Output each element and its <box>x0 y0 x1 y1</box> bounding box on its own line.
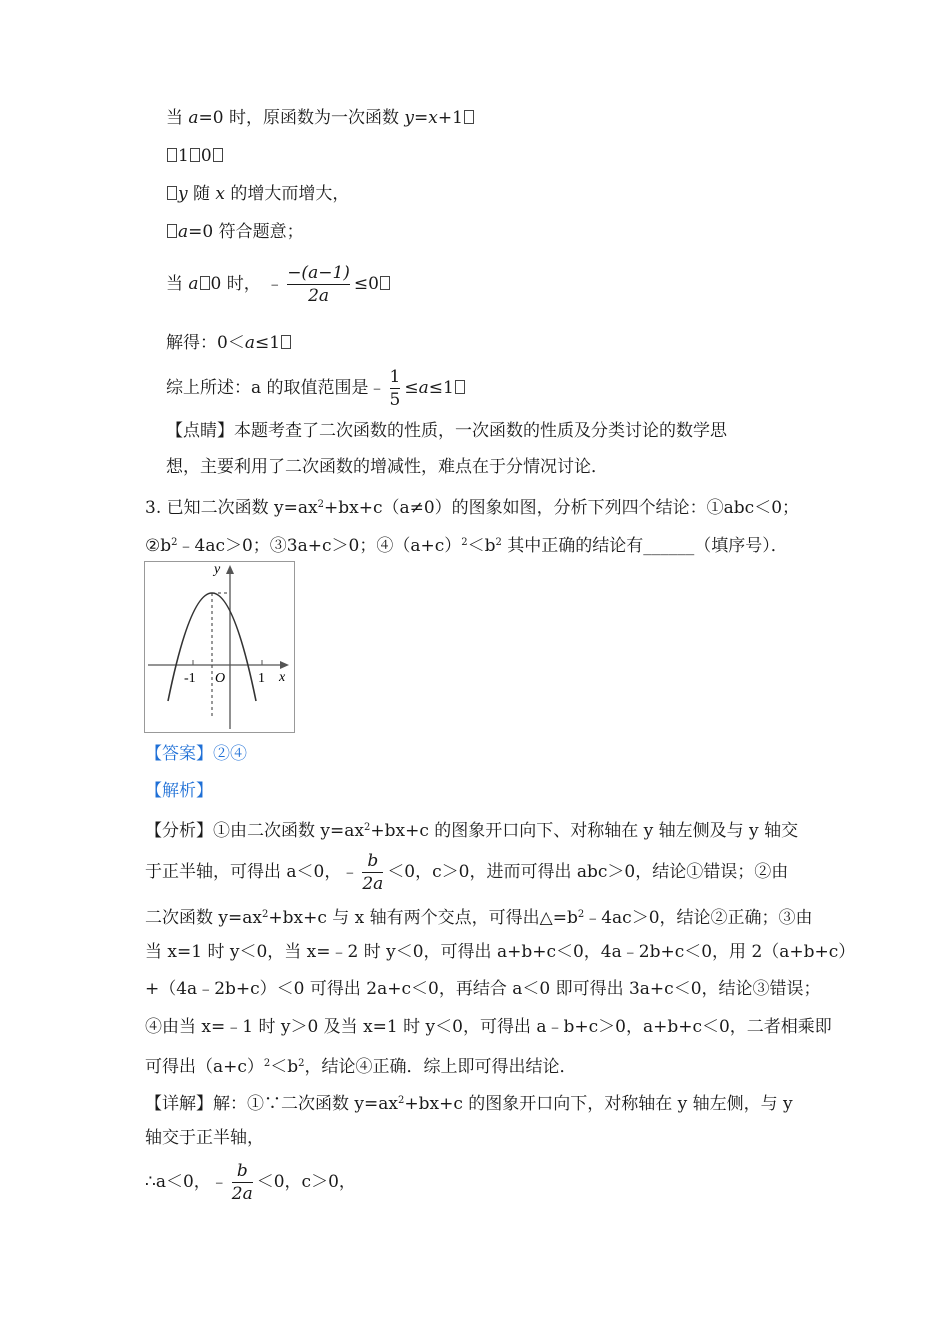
missing-glyph-box <box>190 148 200 162</box>
graph-frame <box>145 562 295 733</box>
line-summary: 综上所述：a 的取值范围是﹣ $\frac{1}{5}$ ≤a≤1 <box>166 360 466 416</box>
pos1-label: 1 <box>258 671 265 686</box>
fenxi-line-4: 当 x=1 时 y＜0，当 x=﹣2 时 y＜0，可得出 a+b+c＜0，4a﹣2b+c＜0，用 2（a+b+c） <box>145 942 856 962</box>
missing-glyph-box <box>281 335 291 349</box>
fenxi-line-5: +（4a﹣2b+c）＜0 可得出 2a+c＜0，再结合 a＜0 即可得出 3a+c＜0，结论③错误； <box>145 979 821 999</box>
line-slope: 1 0 <box>166 145 224 167</box>
question-3-line-1: 3. 已知二次函数 $y=ax^2+bx+c(a\ne 0)$的图象如图，分析下列四个结论：①abc＜0； <box>145 498 800 518</box>
xiangjie-line-1: 【详解】解：①∵二次函数 $y=ax^2+bx+c$ 的图象开口向下，对称轴在 y 轴左侧，与 y <box>145 1094 793 1114</box>
line-increasing: y 随 x 的增大而增大， <box>166 183 349 205</box>
parabola-graph <box>144 561 295 733</box>
dianjing-line-1: 【点睛】本题考查了二次函数的性质，一次函数的性质及分类讨论的数学思 <box>166 421 727 441</box>
x-label: x <box>279 670 286 685</box>
dianjing-line-2: 想，主要利用了二次函数的增减性，难点在于分情况讨论． <box>166 457 608 477</box>
missing-glyph-box <box>455 380 465 394</box>
line-a-zero: 当 a=0 时，原函数为一次函数 y=x+1 <box>166 107 475 129</box>
missing-glyph-box <box>213 148 223 162</box>
fraction: $\frac{b}{2a}$ <box>362 851 384 894</box>
line-a-nonzero: 当 a 0 时， ﹣ $\frac{-(a-1)}{2a}$ ≤0 <box>166 256 391 312</box>
fenxi-line-1: 【分析】①由二次函数 $y=ax^2+bx+c$ 的图象开口向下、对称轴在 y 轴左侧及与 y 轴交 <box>145 821 799 841</box>
fenxi-line-3: 二次函数 $y=ax^2+bx+c$ 与 x 轴有两个交点，可得出$\triangle=b^2﹣4ac>0$，结论②正确；③由 <box>145 908 813 928</box>
neg1-label: -1 <box>184 671 196 686</box>
missing-glyph-box <box>380 276 390 290</box>
fenxi-line-7: 可得出$(a+c)^2<b^2$，结论④正确．综上即可得出结论． <box>145 1057 577 1077</box>
fenxi-line-6: ④由当 x=﹣1 时 y＞0 及当 x=1 时 y＜0，可得出 a﹣b+c＞0，a+b+c＜0，二者相乘即 <box>145 1017 832 1037</box>
fraction: $\frac{1}{5}$ <box>389 367 401 410</box>
fraction: $\frac{-(a-1)}{2a}$ <box>287 263 350 306</box>
xiangjie-line-3: ∴a＜0，﹣ $\frac{b}{2a}$ ＜0，c＞0， <box>145 1161 356 1204</box>
fenxi-line-2: 于正半轴，可得出 a＜0，﹣ $\frac{b}{2a}$ ＜0，c＞0，进而可得出 abc＞0，结论①错误；②由 <box>145 851 789 894</box>
line-a-zero-ok: a=0 符合题意； <box>166 221 304 243</box>
missing-glyph-box <box>464 110 474 124</box>
xiangjie-line-2: 轴交于正半轴， <box>145 1128 264 1148</box>
answer-label: 【答案】②④ <box>145 744 247 764</box>
missing-glyph-box <box>200 276 210 290</box>
missing-glyph-box <box>167 186 177 200</box>
line-solution: 解得：0＜a≤1 <box>166 332 292 354</box>
y-label: y <box>214 562 221 577</box>
missing-glyph-box <box>167 224 177 238</box>
fraction: $\frac{b}{2a}$ <box>231 1161 253 1204</box>
origin-label: O <box>215 671 226 686</box>
analysis-label: 【解析】 <box>145 781 213 801</box>
missing-glyph-box <box>167 148 177 162</box>
question-3-line-2: $②b^2﹣4ac>0$；③3a+c＞0；$④(a+c)^2<b^2$ 其中正确的结论有______（填序号）． <box>145 536 788 556</box>
